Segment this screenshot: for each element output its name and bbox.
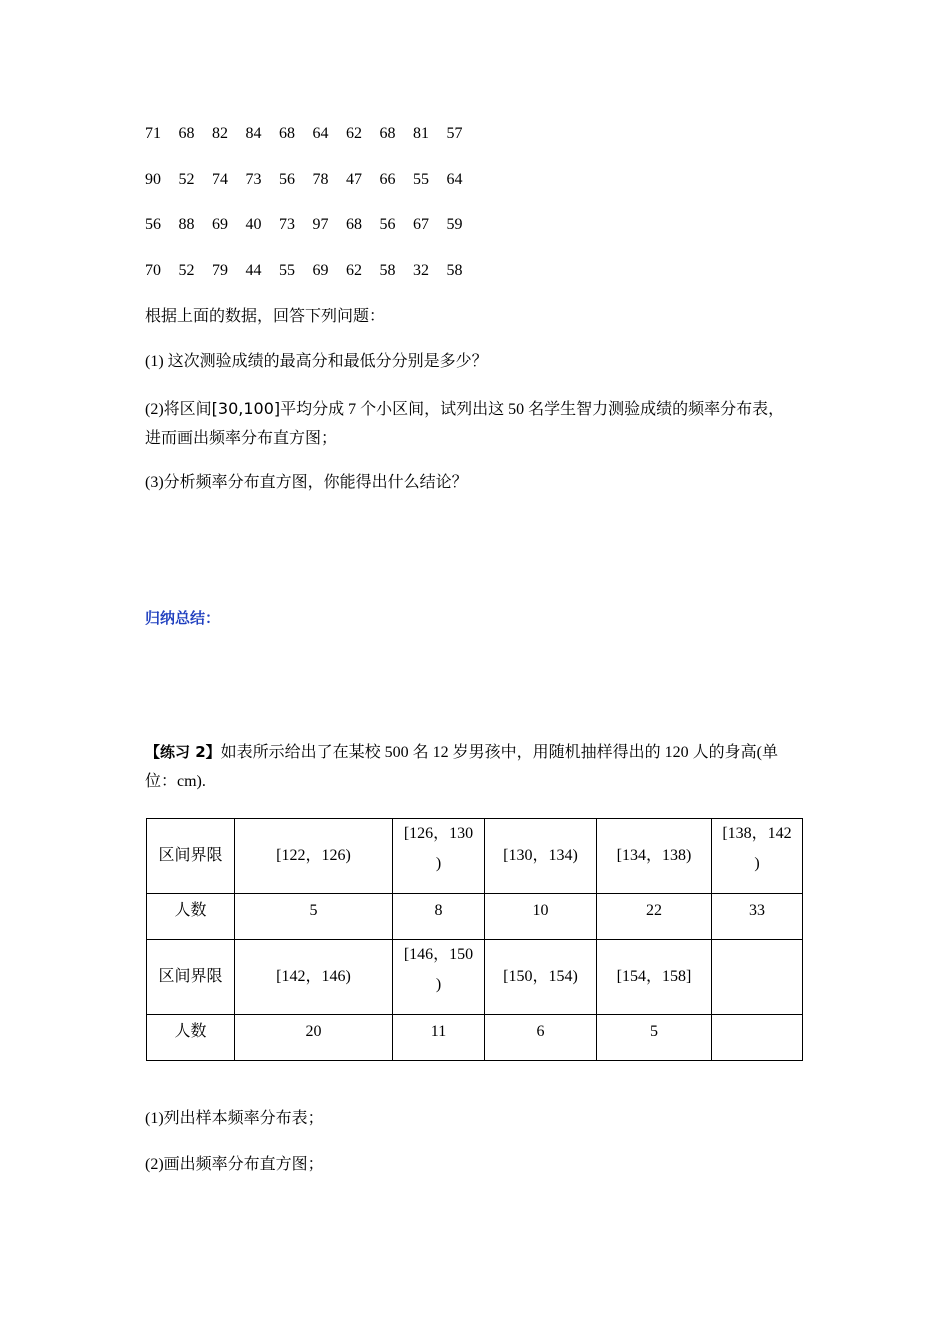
interval-cell [393,940,485,1015]
cell: 64 [312,125,329,142]
cell: 88 [178,216,195,233]
cell: 90 [145,171,161,188]
count-cell [235,894,393,940]
cell: 67 [413,216,429,233]
interval-text: [134，138) [616,847,692,864]
cell: 44 [245,262,262,279]
intro-text: 根据上面的数据，回答下列问题： [145,308,386,325]
count-text: 33 [749,902,765,919]
table-row [147,894,803,940]
count-text: 22 [646,902,662,919]
cell: 68 [178,125,195,142]
cell: 69 [212,216,228,233]
cell: 40 [245,216,262,233]
cell: 47 [346,171,362,188]
question-2-part-b: 平均分成 7 个小区间，试列出这 50 名学生智力测验成绩的频率分布表， [280,401,785,418]
cell: 78 [312,171,329,188]
interval-cell [485,940,597,1015]
summary-heading: 归纳总结： [145,609,221,627]
data-row-2 [145,171,480,189]
cell: 97 [312,216,329,233]
cell: 73 [245,171,262,188]
interval-text: [138，142 [722,825,792,842]
interval-cell [485,819,597,894]
task-1: (1)列出样本频率分布表； [145,1110,324,1127]
cell: 74 [212,171,228,188]
label-text: 人数 [174,902,207,919]
interval-expression: [30,100] [211,399,281,418]
cell: 64 [446,171,463,188]
data-row-3 [145,216,480,234]
count-cell [393,894,485,940]
question-3: (3)分析频率分布直方图，你能得出什么结论？ [145,474,468,491]
cell: 56 [379,216,396,233]
table-row [147,1015,803,1061]
interval-text: [146，150 [403,946,474,963]
interval-text-wrap: ) [435,855,442,872]
interval-cell [235,819,393,894]
cell: 62 [346,125,362,142]
count-text: 6 [536,1023,545,1040]
table-row [147,940,803,1015]
question-2-part-a: (2)将区间 [145,401,212,418]
cell: 56 [279,171,295,188]
count-cell [235,1015,393,1061]
cell: 66 [379,171,396,188]
interval-text-wrap: ) [754,855,760,872]
count-cell [485,1015,597,1061]
interval-cell [235,940,393,1015]
label-text: 区间界限 [158,968,223,985]
cell: 55 [279,262,295,279]
interval-text: [142，146) [276,968,351,985]
cell: 68 [279,125,295,142]
exercise-tag: 【练习 2】 [145,743,221,761]
interval-text: [130，134) [503,847,578,864]
count-cell [712,894,803,940]
count-text: 8 [434,902,443,919]
interval-text: [126，130 [403,825,474,842]
cell: 68 [379,125,396,142]
cell: 82 [212,125,228,142]
cell: 69 [312,262,329,279]
cell: 52 [178,262,195,279]
interval-text: [122，126) [276,847,351,864]
interval-cell [393,819,485,894]
cell: 58 [446,262,463,279]
cell: 59 [446,216,463,233]
exercise-2-line-1 [145,737,778,768]
row-label-count [147,1015,235,1061]
cell: 32 [413,262,429,279]
label-text: 人数 [174,1023,207,1040]
row-label-count [147,894,235,940]
interval-cell [597,940,712,1015]
count-text: 10 [532,902,549,919]
interval-cell [597,819,712,894]
count-text: 5 [650,1023,658,1040]
count-text: 5 [309,902,318,919]
interval-cell [712,819,803,894]
cell: 57 [446,125,463,142]
count-cell [597,1015,712,1061]
empty-cell [712,1015,803,1061]
count-text: 20 [305,1023,322,1040]
height-table [146,818,803,1061]
exercise-2-line-2: 位：cm). [145,773,206,790]
cell: 84 [245,125,262,142]
interval-text-wrap: ) [435,976,442,993]
interval-text: [154，158] [616,968,692,985]
count-cell [393,1015,485,1061]
count-cell [485,894,597,940]
cell: 56 [145,216,161,233]
data-row-1 [145,125,480,143]
count-cell [597,894,712,940]
cell: 55 [413,171,429,188]
interval-text: [150，154) [503,968,578,985]
label-text: 区间界限 [158,847,223,864]
empty-cell [712,940,803,1015]
task-2: (2)画出频率分布直方图； [145,1156,324,1173]
question-1: (1) 这次测验成绩的最高分和最低分分别是多少？ [145,353,488,370]
row-label-interval [147,819,235,894]
table-row [147,819,803,894]
cell: 62 [346,262,362,279]
cell: 68 [346,216,362,233]
cell: 70 [145,262,161,279]
cell: 81 [413,125,429,142]
question-2 [145,394,784,425]
cell: 58 [379,262,396,279]
cell: 79 [212,262,228,279]
count-text: 11 [430,1023,447,1040]
exercise-text: 如表所示给出了在某校 500 名 12 岁男孩中，用随机抽样得出的 120 人的身高(单 [220,744,779,761]
question-2-line-2: 进而画出频率分布直方图； [145,430,338,447]
cell: 71 [145,125,161,142]
data-row-4 [145,262,480,280]
row-label-interval [147,940,235,1015]
cell: 52 [178,171,195,188]
cell: 73 [279,216,295,233]
